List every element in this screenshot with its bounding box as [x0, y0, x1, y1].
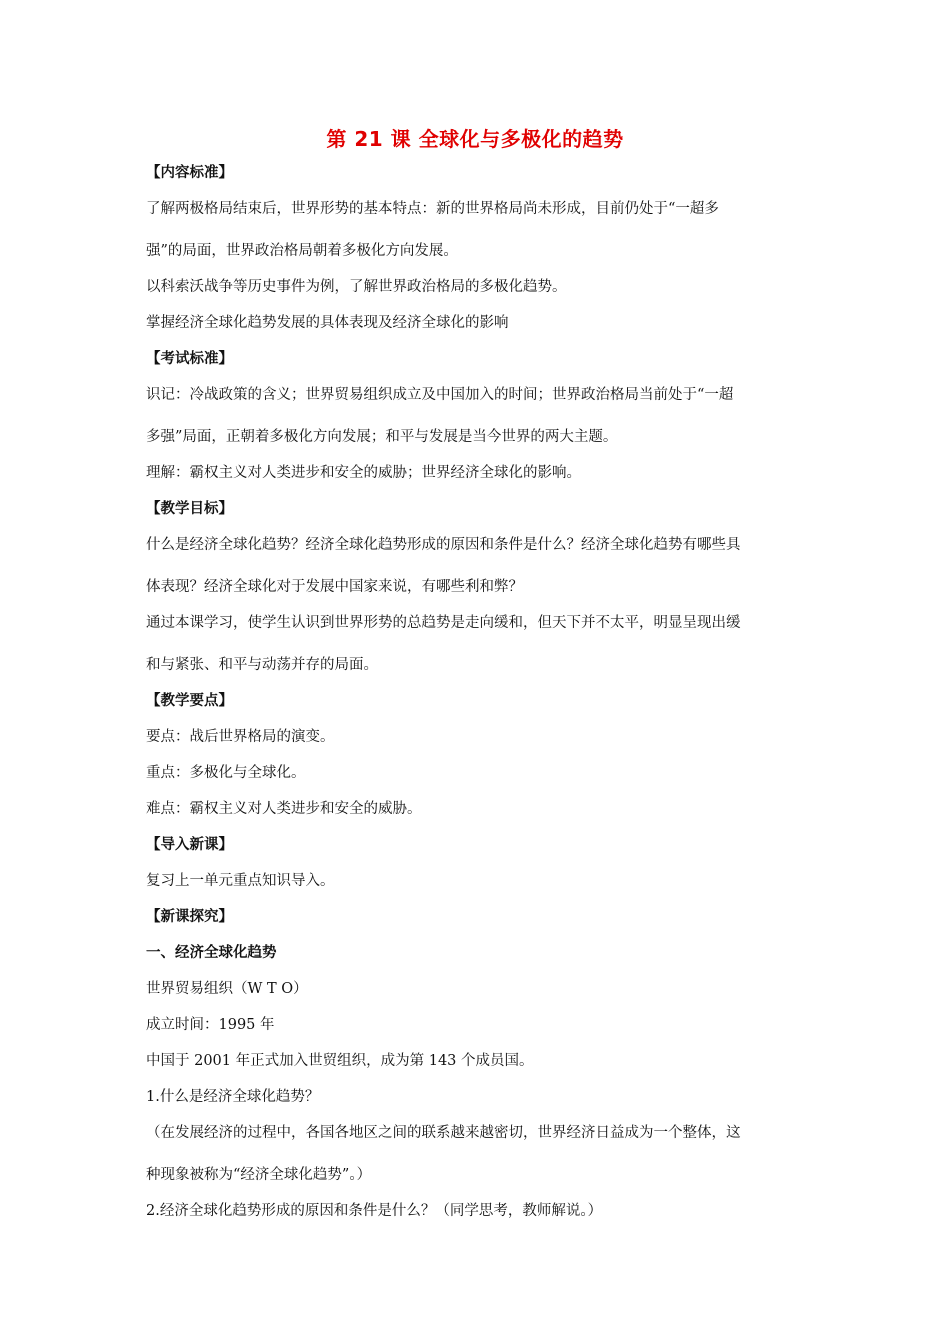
paragraph-line: 要点：战后世界格局的演变。: [146, 729, 335, 745]
paragraph-line: 2.经济全球化趋势形成的原因和条件是什么？（同学思考，教师解说。）: [146, 1203, 603, 1219]
paragraph-line: 识记：冷战政策的含义；世界贸易组织成立及中国加入的时间；世界政治格局当前处于“一超: [146, 387, 734, 403]
section-heading-exam-standard: 【考试标准】: [146, 351, 233, 367]
paragraph-line: 重点：多极化与全球化。: [146, 765, 306, 781]
paragraph-line: 体表现？经济全球化对于发展中国家来说，有哪些利和弊？: [146, 579, 523, 595]
subsection-heading: 一、经济全球化趋势: [146, 945, 277, 961]
paragraph-line: 和与紧张、和平与动荡并存的局面。: [146, 657, 378, 673]
paragraph-line: 种现象被称为“经济全球化趋势”。）: [146, 1167, 372, 1183]
paragraph-line: 掌握经济全球化趋势发展的具体表现及经济全球化的影响: [146, 315, 509, 331]
paragraph-line: 通过本课学习，使学生认识到世界形势的总趋势是走向缓和，但天下并不太平，明显呈现出缓: [146, 615, 741, 631]
paragraph-line: 世界贸易组织（W T O）: [146, 981, 308, 997]
paragraph-line: 强”的局面，世界政治格局朝着多极化方向发展。: [146, 243, 458, 259]
paragraph-line: 难点：霸权主义对人类进步和安全的威胁。: [146, 801, 422, 817]
paragraph-line: 复习上一单元重点知识导入。: [146, 873, 335, 889]
paragraph-line: （在发展经济的过程中，各国各地区之间的联系越来越密切，世界经济日益成为一个整体，这: [146, 1125, 741, 1141]
paragraph-line: 多强”局面，正朝着多极化方向发展；和平与发展是当今世界的两大主题。: [146, 429, 618, 445]
paragraph-line: 了解两极格局结束后，世界形势的基本特点：新的世界格局尚未形成，目前仍处于“一超多: [146, 201, 719, 217]
document-body: [146, 162, 836, 1222]
paragraph-line: 成立时间：1995 年: [146, 1017, 275, 1033]
paragraph-line: 理解：霸权主义对人类进步和安全的威胁；世界经济全球化的影响。: [146, 465, 581, 481]
section-heading-teaching-goals: 【教学目标】: [146, 501, 233, 517]
paragraph-line: 1.什么是经济全球化趋势？: [146, 1089, 320, 1105]
section-heading-intro: 【导入新课】: [146, 837, 233, 853]
lesson-title: 第 21 课 全球化与多极化的趋势: [326, 127, 624, 151]
paragraph-line: 什么是经济全球化趋势？经济全球化趋势形成的原因和条件是什么？经济全球化趋势有哪些具: [146, 537, 741, 553]
paragraph-line: 以科索沃战争等历史事件为例，了解世界政治格局的多极化趋势。: [146, 279, 567, 295]
section-heading-new-lesson: 【新课探究】: [146, 909, 233, 925]
paragraph-line: 中国于 2001 年正式加入世贸组织，成为第 143 个成员国。: [146, 1053, 534, 1069]
section-heading-content-standard: 【内容标准】: [146, 165, 233, 181]
section-heading-teaching-points: 【教学要点】: [146, 693, 233, 709]
